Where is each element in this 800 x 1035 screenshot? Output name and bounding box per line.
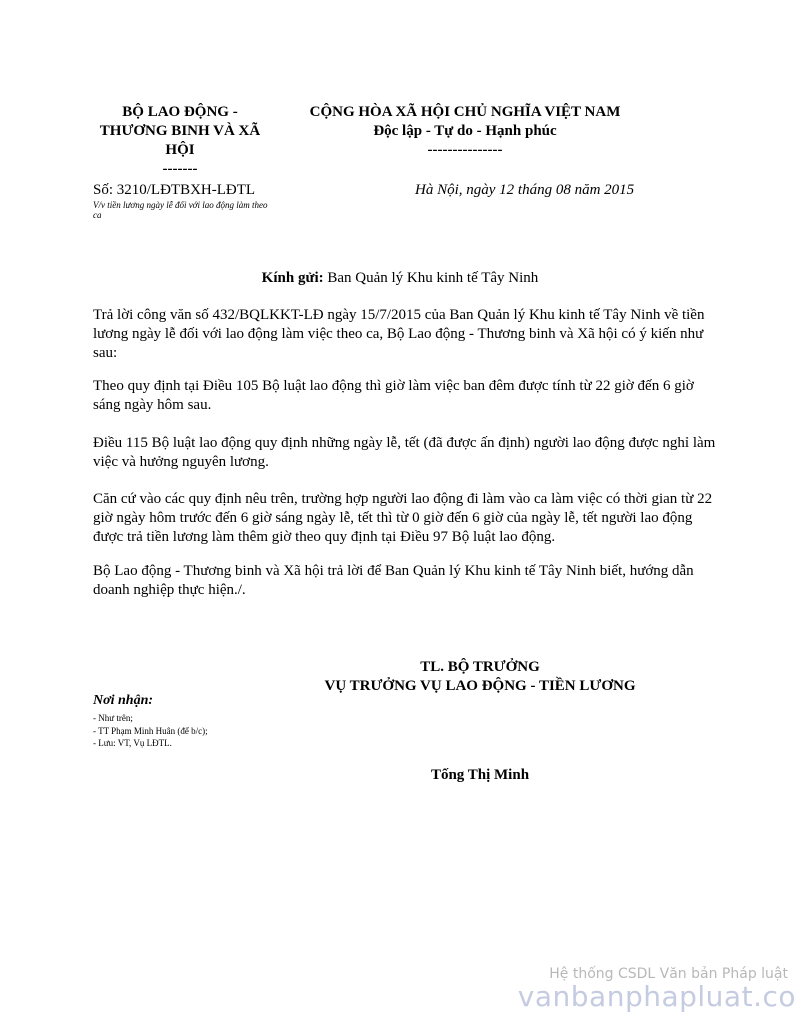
national-title: CỘNG HÒA XÃ HỘI CHỦ NGHĨA VIỆT NAM: [309, 104, 621, 120]
body-paragraph-5: Bộ Lao động - Thương binh và Xã hội trả lời để Ban Quản lý Khu kinh tế Tây Ninh biết, hướng dẫn doanh nghiệp thực hiện./.: [93, 563, 694, 598]
agency-line-1: BỘ LAO ĐỘNG -: [122, 104, 238, 120]
body-paragraph-1: Trả lời công văn số 432/BQLKKT-LĐ ngày 15/7/2015 của Ban Quản lý Khu kinh tế Tây Ninh về tiền lương ngày lễ đối với lao động làm việc theo ca, Bộ Lao động - Thương binh và Xã hội có ý kiến như sau:: [93, 307, 705, 361]
signer-name: Tống Thị Minh: [430, 767, 530, 783]
signature-block: [300, 658, 660, 696]
agency-divider: -------: [162, 161, 198, 177]
watermark-caption: Hệ thống CSDL Văn bản Pháp luật: [549, 966, 788, 982]
national-header: [285, 103, 645, 160]
signature-position: VỤ TRƯỞNG VỤ LAO ĐỘNG - TIỀN LƯƠNG: [324, 678, 636, 694]
national-motto: Độc lập - Tự do - Hạnh phúc: [373, 123, 557, 139]
national-divider: ---------------: [427, 142, 503, 158]
recipient-item: - Như trên;: [93, 713, 133, 723]
signature-authority: TL. BỘ TRƯỞNG: [420, 659, 540, 675]
body-paragraph-4: Căn cứ vào các quy định nêu trên, trường hợp người lao động đi làm vào ca làm việc có thời gian từ 22 giờ ngày hôm trước đến 6 giờ sáng ngày lễ, tết thì từ 0 giờ đến 6 giờ của ngày lễ, tết người lao động được trả tiền lương làm thêm giờ theo quy định tại Điều 97 Bộ luật lao động.: [93, 491, 713, 545]
addressee: [0, 270, 800, 287]
body-paragraph-3: Điều 115 Bộ luật lao động quy định những ngày lễ, tết (đã được ấn định) người lao động được nghỉ làm việc và hưởng nguyên lương.: [93, 435, 716, 470]
recipient-item: - Lưu: VT, Vụ LĐTL.: [93, 738, 172, 748]
document-subject: V/v tiền lương ngày lễ đối với lao động làm theo ca: [93, 200, 268, 220]
agency-line-2: THƯƠNG BINH VÀ XÃ: [99, 123, 261, 139]
watermark-site: vanbanphapluat.co: [517, 980, 796, 1013]
addressee-label: Kính gửi:: [261, 270, 324, 286]
document-number: Số: 3210/LĐTBXH-LĐTL: [93, 182, 256, 198]
recipients-list: [93, 712, 208, 750]
agency-line-3: HỘI: [165, 142, 195, 158]
recipient-item: - TT Phạm Minh Huân (để b/c);: [93, 725, 208, 736]
body-paragraph-2: Theo quy định tại Điều 105 Bộ luật lao động thì giờ làm việc ban đêm được tính từ 22 giờ đến 6 giờ sáng ngày hôm sau.: [93, 378, 694, 413]
addressee-name: Ban Quản lý Khu kinh tế Tây Ninh: [323, 270, 539, 286]
recipients-title: Nơi nhận:: [93, 693, 154, 708]
document-date: Hà Nội, ngày 12 tháng 08 năm 2015: [415, 182, 635, 198]
issuing-agency: [80, 103, 280, 179]
